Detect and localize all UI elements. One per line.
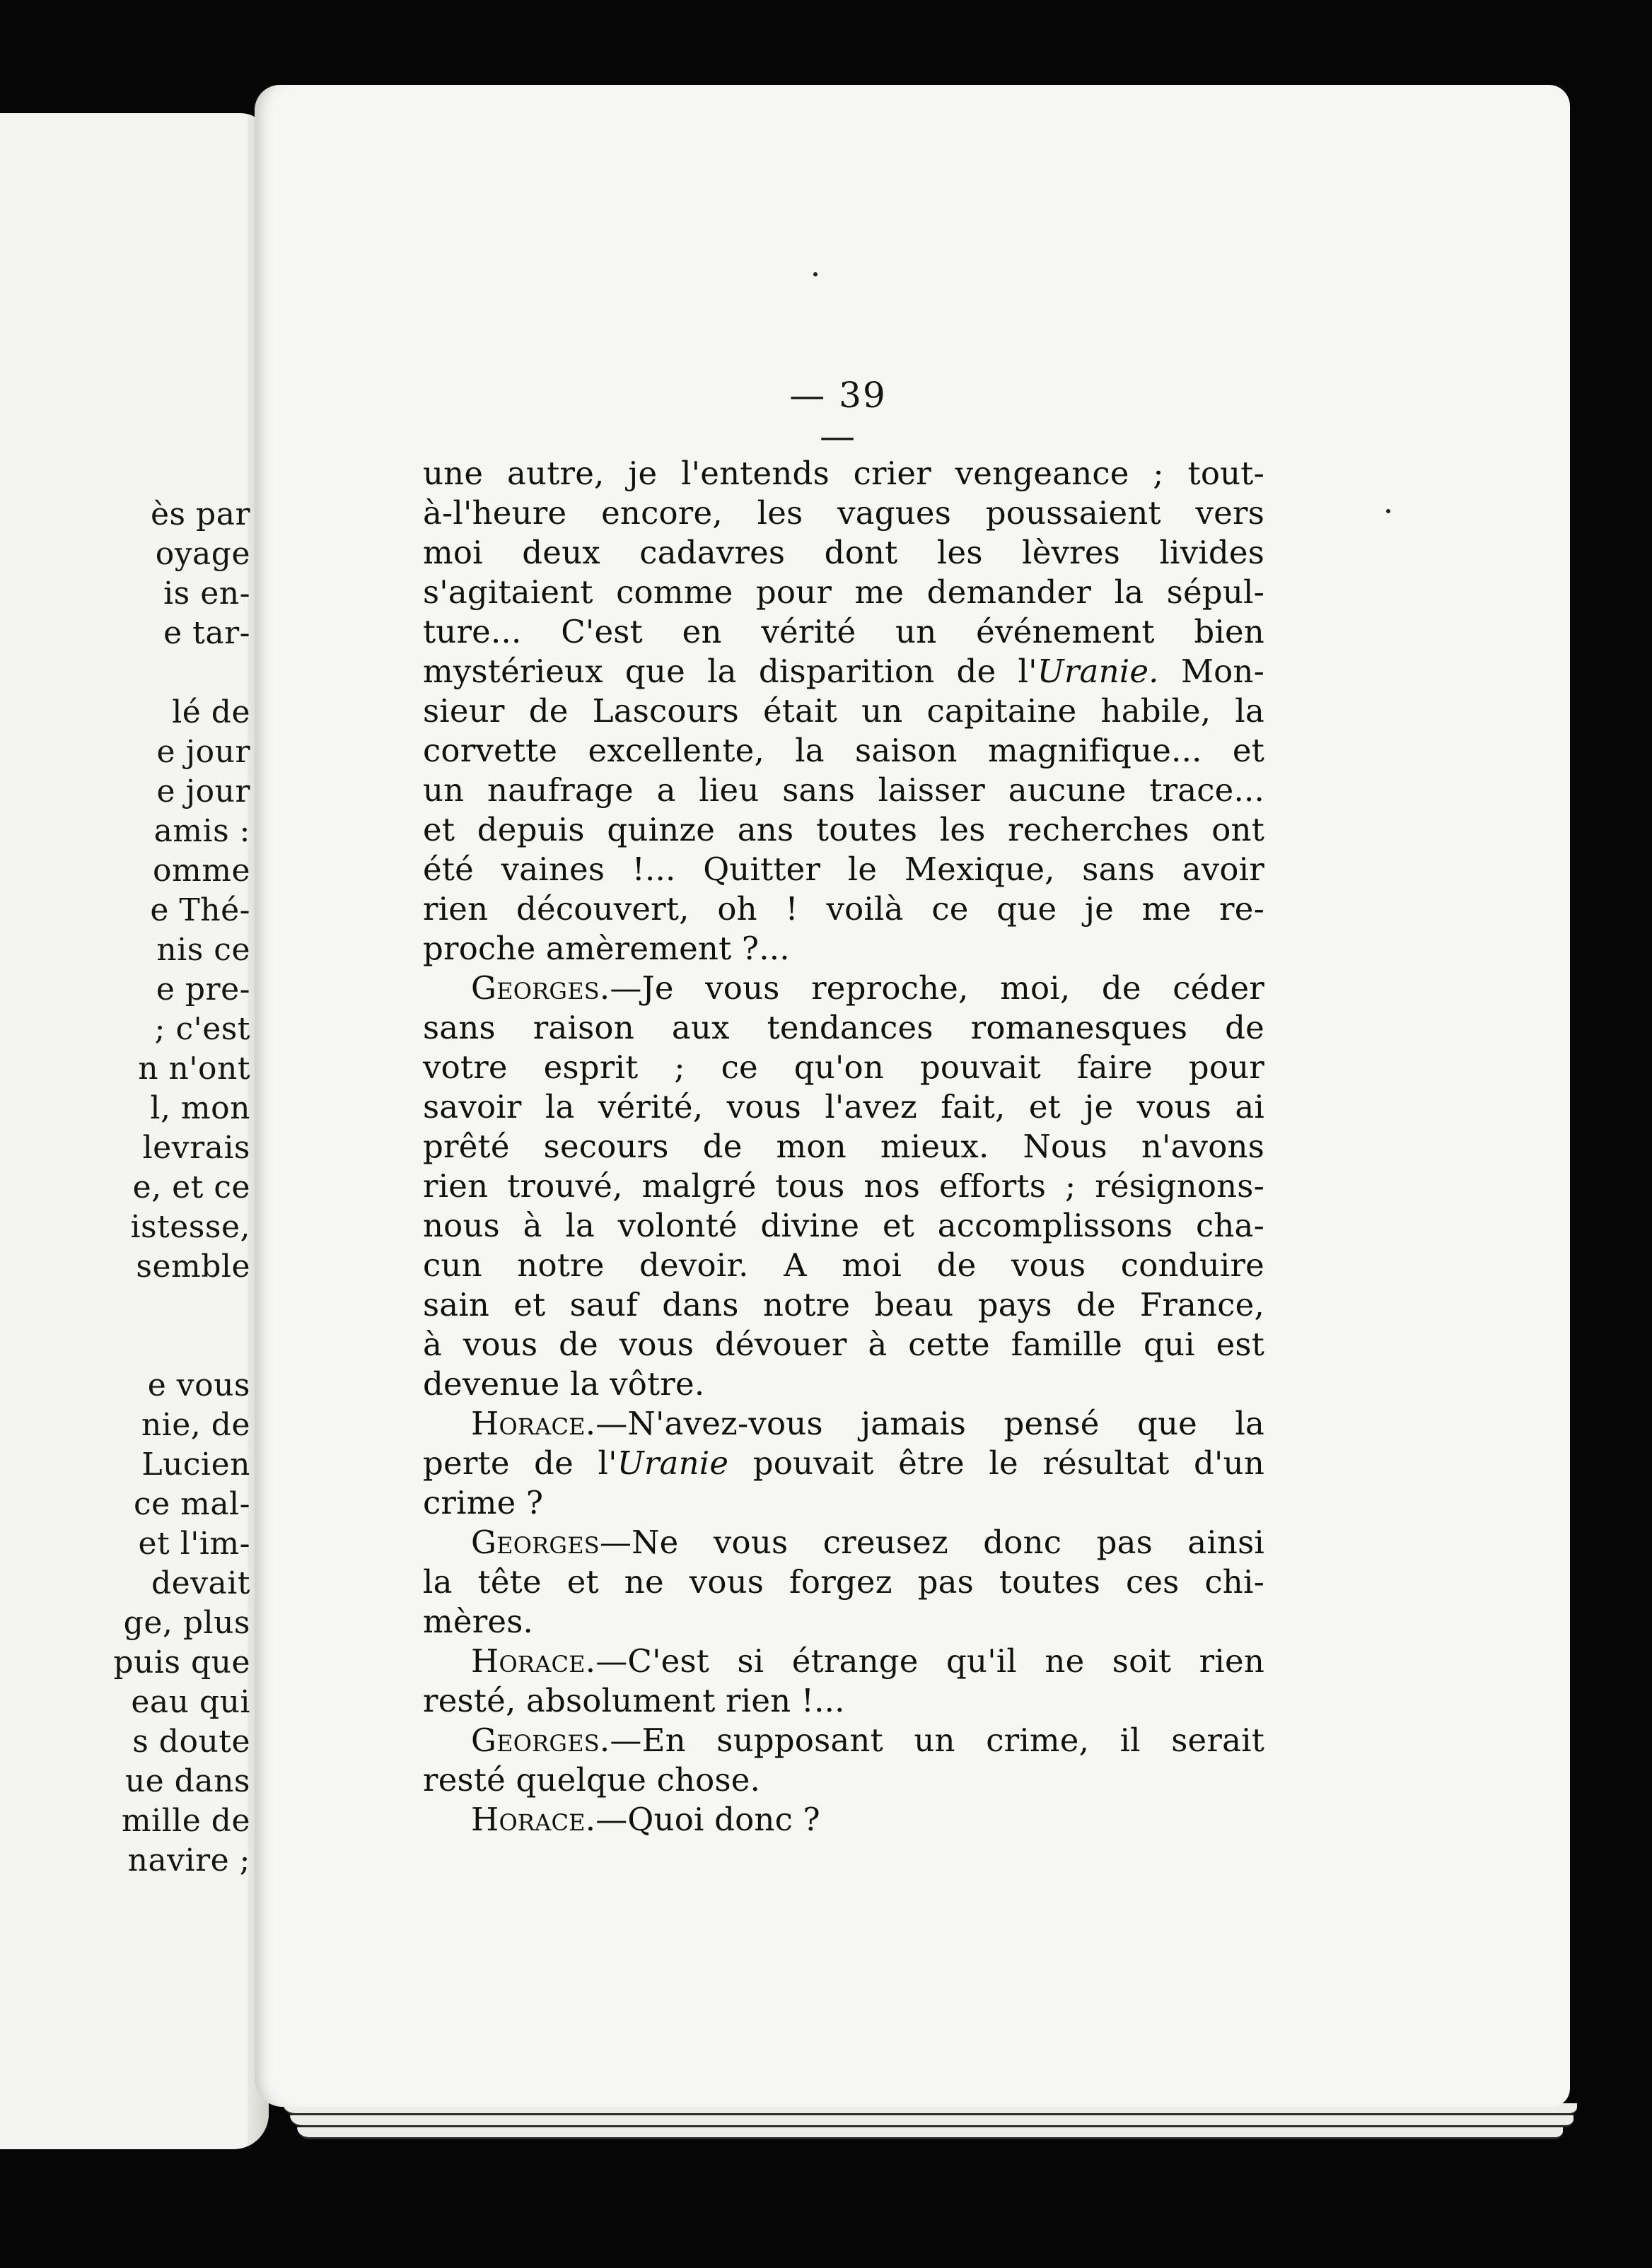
text-line — [423, 1404, 1264, 1444]
line-text: —Je vous reproche, moi, de céder — [610, 969, 1264, 1007]
text-line — [423, 850, 1264, 889]
left-page-line: nie, de — [141, 1407, 250, 1443]
left-page-line: semble — [136, 1249, 250, 1285]
left-page-text — [0, 495, 255, 1881]
left-page-line: lé de — [172, 694, 250, 730]
text-line — [423, 691, 1264, 731]
line-text: un naufrage a lieu sans laisser aucune trace... — [423, 771, 1264, 809]
left-page-line: e vous — [147, 1367, 250, 1403]
left-page-line: e pre- — [156, 971, 250, 1007]
text-line — [423, 1285, 1264, 1325]
line-text: sans raison aux tendances romanesques de — [423, 1009, 1264, 1046]
line-text: perte de l' — [423, 1444, 617, 1482]
line-text: à-l'heure encore, les vagues poussaient vers — [423, 494, 1264, 532]
line-text: —C'est si étrange qu'il ne soit rien — [595, 1642, 1264, 1680]
left-page-line: l, mon — [150, 1090, 250, 1126]
left-page-line: e tar- — [163, 615, 250, 651]
text-line — [423, 1681, 1264, 1721]
left-page-line — [0, 1326, 255, 1366]
text-line — [423, 1127, 1264, 1167]
left-page-line: oyage — [155, 536, 250, 572]
line-text: pouvait être le résultat d'un — [728, 1444, 1264, 1482]
left-page-line: e Thé- — [150, 892, 250, 928]
text-line — [423, 652, 1264, 691]
text-line — [423, 1325, 1264, 1364]
text-line — [423, 1721, 1264, 1760]
line-text: —En supposant un crime, il serait — [610, 1722, 1264, 1759]
italic-text: Uranie. — [1037, 653, 1159, 690]
page-edge — [290, 2115, 1574, 2127]
speaker-name: Horace. — [471, 1801, 596, 1838]
italic-text: Uranie — [617, 1444, 729, 1482]
text-line — [423, 929, 1264, 969]
text-line — [423, 1444, 1264, 1483]
text-line — [423, 1167, 1264, 1206]
left-page-line: devait — [151, 1565, 250, 1601]
text-line — [423, 1246, 1264, 1285]
speck — [1386, 509, 1390, 513]
left-page-line: omme — [153, 853, 250, 889]
text-line — [423, 889, 1264, 929]
left-page-line: puis que — [113, 1644, 250, 1680]
left-page-line: navire ; — [127, 1842, 250, 1878]
line-text: été vaines !... Quitter le Mexique, sans avoir — [423, 850, 1264, 888]
left-page-line: e jour — [156, 773, 250, 809]
text-line — [423, 1642, 1264, 1681]
speaker-name: Georges — [471, 1524, 600, 1561]
text-line — [423, 810, 1264, 850]
text-line — [423, 1523, 1264, 1562]
text-line — [423, 573, 1264, 612]
line-text: mystérieux que la disparition de l' — [423, 653, 1037, 690]
text-line — [423, 1364, 1264, 1404]
line-text: mères. — [423, 1603, 534, 1640]
left-page-line: e jour — [156, 734, 250, 770]
line-text: —Quoi donc ? — [595, 1801, 820, 1838]
line-text: à vous de vous dévouer à cette famille qui est — [423, 1326, 1264, 1363]
line-text: rien trouvé, malgré tous nos efforts ; résignons- — [423, 1167, 1264, 1205]
left-page-line: e, et ce — [132, 1169, 250, 1205]
text-line — [423, 1602, 1264, 1642]
left-page-line — [0, 1287, 255, 1326]
line-text: une autre, je l'entends crier vengeance ; tout- — [423, 455, 1264, 492]
line-text: prêté secours de mon mieux. Nous n'avons — [423, 1128, 1264, 1165]
page-number: — 39 — — [789, 375, 887, 457]
text-line — [423, 771, 1264, 810]
text-line — [423, 1760, 1264, 1800]
line-text: rien découvert, oh ! voilà ce que je me re- — [423, 890, 1264, 928]
left-page-line: ue dans — [124, 1763, 250, 1799]
line-text: —Ne vous creusez donc pas ainsi — [599, 1524, 1264, 1561]
line-text: ture... C'est en vérité un événement bien — [423, 613, 1264, 650]
left-page-line: mille de — [121, 1803, 250, 1839]
left-page-line: n n'ont — [138, 1051, 250, 1087]
text-line — [423, 731, 1264, 771]
line-text: votre esprit ; ce qu'on pouvait faire pour — [423, 1048, 1264, 1086]
left-page-line: is en- — [163, 575, 250, 612]
left-page-line: ès par — [150, 496, 250, 532]
left-page-line: ge, plus — [123, 1605, 250, 1641]
line-text: Mon- — [1158, 653, 1264, 690]
left-page-line: ; c'est — [154, 1011, 250, 1047]
speaker-name: Horace. — [471, 1642, 596, 1680]
line-text: sieur de Lascours était un capitaine habile, la — [423, 692, 1264, 730]
text-line — [423, 1483, 1264, 1523]
speck — [813, 272, 818, 276]
text-line — [423, 454, 1264, 493]
line-text: la tête et ne vous forgez pas toutes ces chi- — [423, 1563, 1264, 1601]
line-text: resté quelque chose. — [423, 1761, 761, 1799]
left-page-line: ce mal- — [133, 1486, 250, 1522]
text-line — [423, 533, 1264, 573]
text-line — [423, 1087, 1264, 1127]
line-text: sain et sauf dans notre beau pays de France, — [423, 1286, 1264, 1323]
text-line — [423, 969, 1264, 1008]
left-page — [0, 113, 269, 2149]
speaker-name: Horace. — [471, 1405, 596, 1442]
page-text — [423, 454, 1264, 1840]
text-line — [423, 1008, 1264, 1048]
left-page-line: istesse, — [130, 1209, 250, 1245]
text-line — [423, 1048, 1264, 1087]
line-text: devenue la vôtre. — [423, 1365, 705, 1403]
left-page-line: s doute — [132, 1724, 250, 1760]
line-text: savoir la vérité, vous l'avez fait, et je vous ai — [423, 1088, 1264, 1126]
text-line — [423, 1800, 1264, 1840]
text-line — [423, 493, 1264, 533]
line-text: corvette excellente, la saison magnifique... et — [423, 732, 1264, 769]
line-text: proche amèrement ?... — [423, 930, 790, 967]
left-page-line: Lucien — [141, 1446, 250, 1483]
line-text: resté, absolument rien !... — [423, 1682, 845, 1719]
line-text: crime ? — [423, 1484, 544, 1521]
line-text: moi deux cadavres dont les lèvres livides — [423, 534, 1264, 571]
line-text: cun notre devoir. A moi de vous conduire — [423, 1246, 1264, 1284]
text-line — [423, 1562, 1264, 1602]
left-page-line — [0, 653, 255, 693]
line-text: et depuis quinze ans toutes les recherches ont — [423, 811, 1264, 848]
line-text: nous à la volonté divine et accomplissons cha- — [423, 1207, 1264, 1244]
speaker-name: Georges. — [471, 1722, 610, 1759]
text-line — [423, 612, 1264, 652]
left-page-line: nis ce — [156, 932, 250, 968]
speaker-name: Georges. — [471, 969, 610, 1007]
left-page-line: amis : — [153, 813, 250, 849]
page-edge — [297, 2127, 1563, 2139]
left-page-line: et l'im- — [138, 1526, 250, 1562]
left-page-line: levrais — [142, 1130, 250, 1166]
line-text: —N'avez-vous jamais pensé que la — [595, 1405, 1264, 1442]
text-line — [423, 1206, 1264, 1246]
left-page-line: eau qui — [131, 1684, 250, 1720]
line-text: s'agitaient comme pour me demander la sépul- — [423, 573, 1264, 611]
